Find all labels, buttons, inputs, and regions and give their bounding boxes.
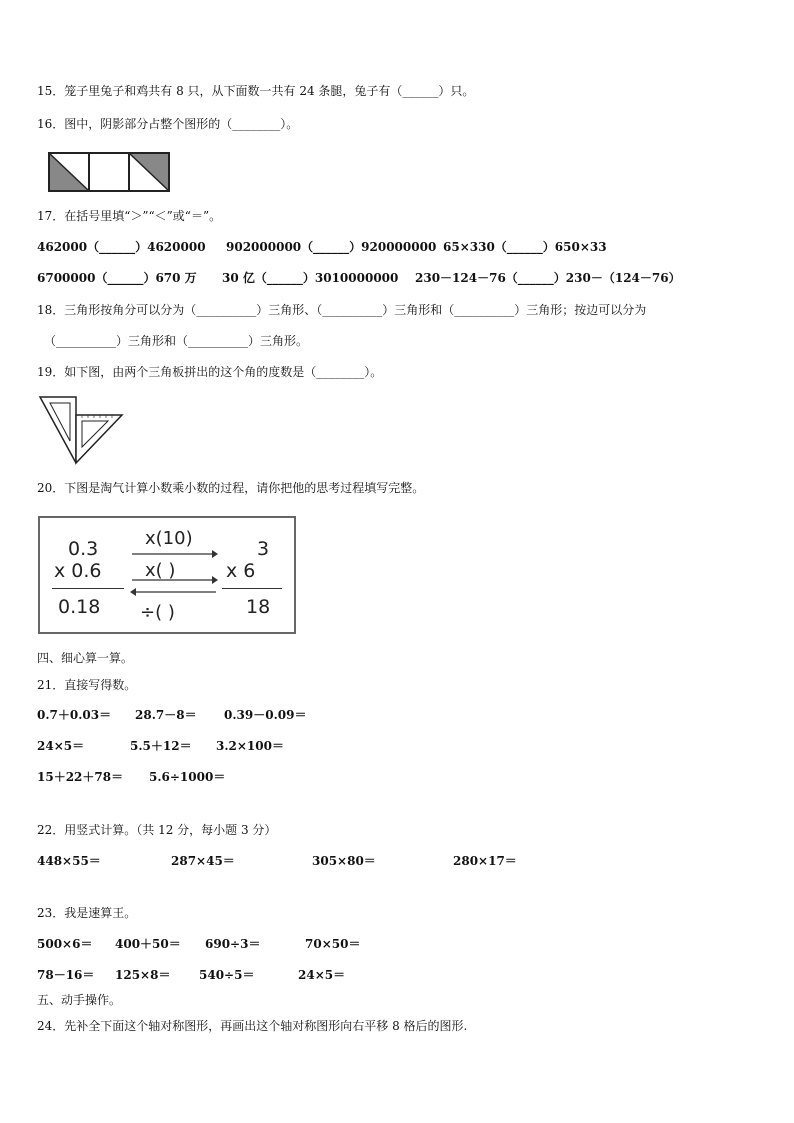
arrow-mid-label: x( ): [145, 560, 176, 581]
question-15: 15．笼子里兔子和鸡共有 8 只，从下面数一共有 24 条腿，兔子有（______）只。: [37, 84, 475, 98]
q17-row2-item1: 6700000（______）670 万: [37, 271, 197, 285]
q21-row2-item1: 24×5＝: [37, 739, 85, 753]
q22-item2: 287×45＝: [171, 854, 235, 868]
q21-row3-item2: 5.6÷1000＝: [149, 770, 226, 784]
q23-row2-item4: 24×5＝: [298, 968, 346, 982]
section-4-heading: 四、细心算一算。: [37, 651, 134, 665]
question-17-stem: 17．在括号里填“＞”“＜”或“＝”。: [37, 209, 222, 223]
q23-row1-item2: 400＋50＝: [115, 937, 181, 951]
right-factor-2: x 6: [226, 560, 256, 582]
q23-row2-item2: 125×8＝: [115, 968, 171, 982]
q22-item4: 280×17＝: [453, 854, 517, 868]
q17-row2-item2: 30 亿（______）3010000000: [222, 271, 399, 285]
question-16: 16．图中，阴影部分占整个图形的（________）。: [37, 117, 299, 131]
q21-row1-item3: 0.39－0.09＝: [224, 708, 307, 722]
set-square-30-60: [40, 397, 76, 463]
question-22-stem: 22．用竖式计算。（共 12 分，每小题 3 分）: [37, 823, 277, 837]
q17-row1-item2: 902000000（______）920000000: [226, 240, 437, 254]
q17-row1-item1: 462000（______）4620000: [37, 240, 206, 254]
q23-row1-item4: 70×50＝: [305, 937, 361, 951]
right-factor-1: 3: [257, 538, 270, 560]
q23-row1-item1: 500×6＝: [37, 937, 93, 951]
q21-row2-item2: 5.5＋12＝: [130, 739, 192, 753]
q21-row3-item1: 15＋22＋78＝: [37, 770, 124, 784]
right-result: 18: [246, 596, 271, 618]
question-18-line1: 18．三角形按角分可以分为（__________）三角形、（__________）三角形和（__________）三角形；按边可以分为: [37, 303, 647, 317]
q22-item1: 448×55＝: [37, 854, 101, 868]
q23-row2-item1: 78－16＝: [37, 968, 95, 982]
q21-row1-item1: 0.7＋0.03＝: [37, 708, 112, 722]
shaded-squares-figure: [48, 152, 170, 192]
section-5-heading: 五、动手操作。: [37, 993, 122, 1007]
question-21-stem: 21．直接写得数。: [37, 678, 137, 692]
q17-row1-item3: 65×330（______）650×33: [443, 240, 607, 254]
set-square-45: [76, 415, 122, 463]
question-19: 19．如下图，由两个三角板拼出的这个角的度数是（________）。: [37, 365, 383, 379]
arrow-bottom-label: ÷( ): [140, 602, 175, 623]
q21-row2-item3: 3.2×100＝: [216, 739, 284, 753]
decimal-multiplication-figure: [38, 516, 296, 634]
q22-item3: 305×80＝: [312, 854, 376, 868]
q17-row2-item3: 230－124－76（______）230－（124－76）: [415, 271, 681, 285]
q23-row2-item3: 540÷5＝: [199, 968, 255, 982]
question-20: 20．下图是淘气计算小数乘小数的过程，请你把他的思考过程填写完整。: [37, 481, 425, 495]
square-2: [89, 153, 129, 191]
q21-row1-item2: 28.7－8＝: [135, 708, 197, 722]
q23-row1-item3: 690÷3＝: [205, 937, 261, 951]
question-18-line2: （__________）三角形和（__________）三角形。: [44, 334, 309, 348]
left-factor-1: 0.3: [68, 538, 99, 560]
set-squares-figure: [36, 393, 126, 465]
right-result-line: [222, 588, 282, 589]
arrows: [128, 548, 220, 598]
question-24: 24．先补全下面这个轴对称图形，再画出这个轴对称图形向右平移 8 格后的图形.: [37, 1019, 468, 1033]
question-23-stem: 23．我是速算王。: [37, 906, 137, 920]
arrow-top-label: x(10): [145, 528, 193, 549]
left-result-line: [52, 588, 124, 589]
left-factor-2: x 0.6: [54, 560, 102, 582]
left-result: 0.18: [58, 596, 101, 618]
